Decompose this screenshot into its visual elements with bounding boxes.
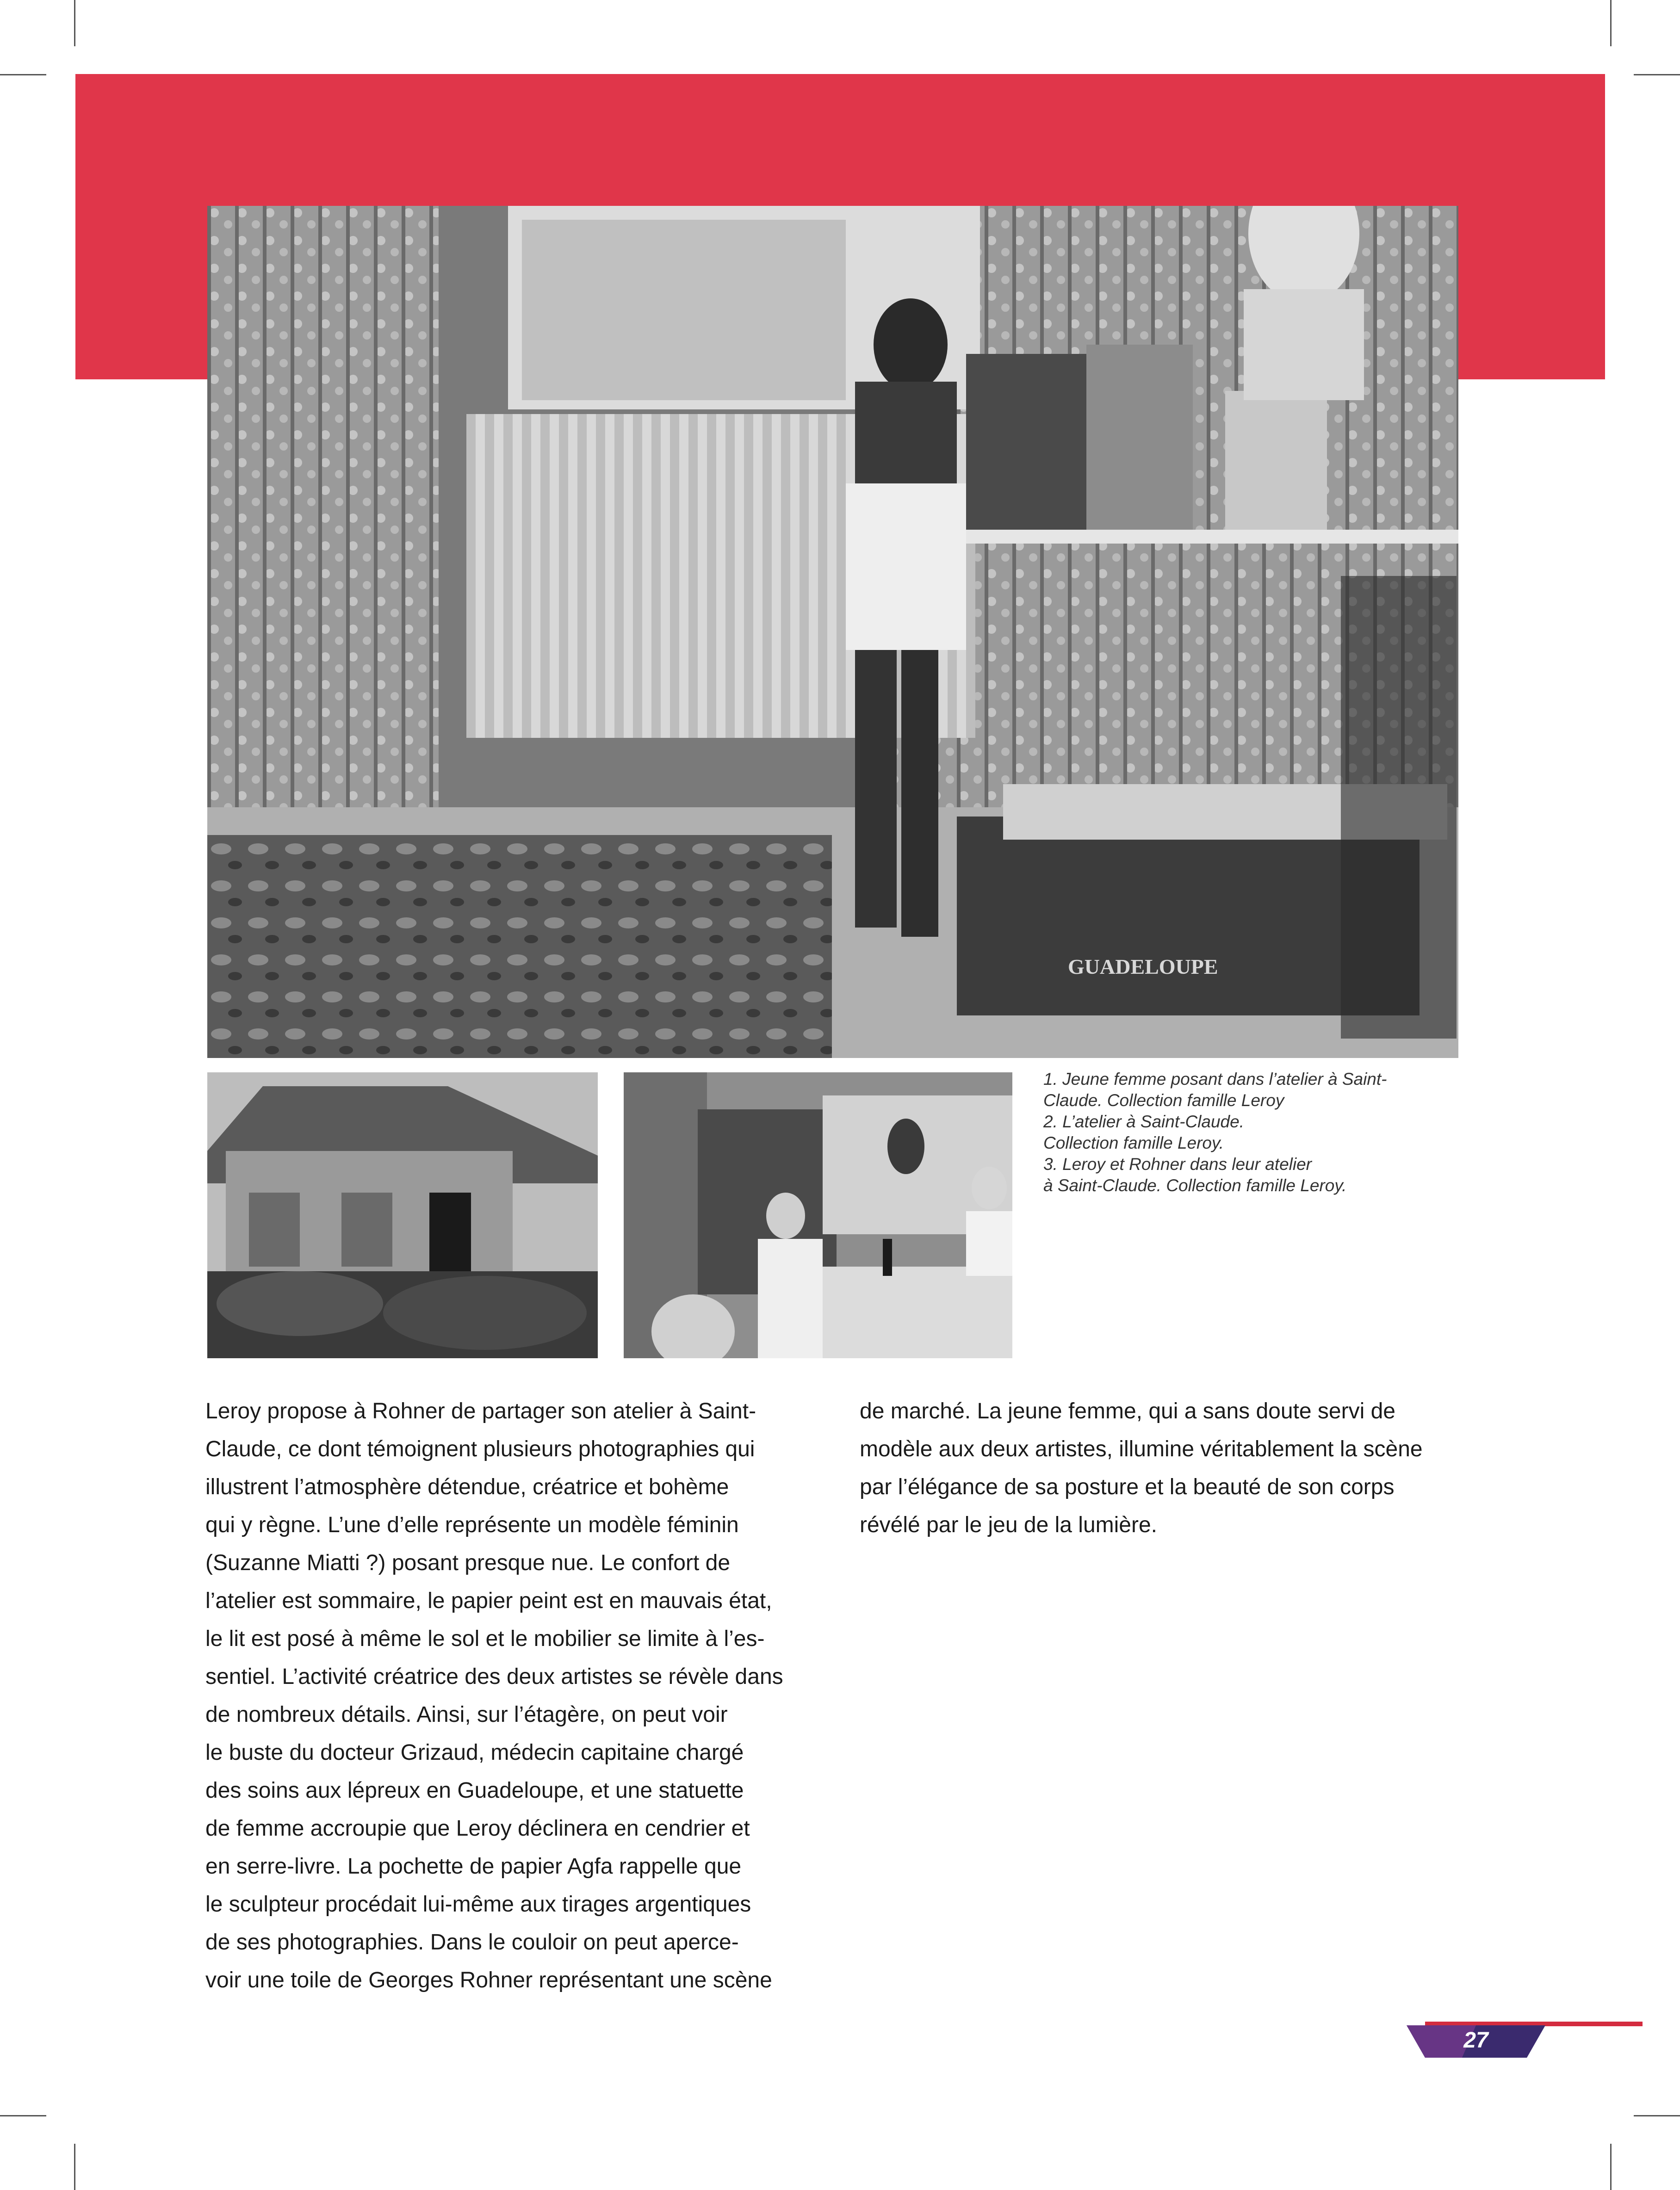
text-line: Claude, ce dont témoignent plusieurs photographies qui — [205, 1437, 755, 1461]
text-line: le sculpteur procédait lui-même aux tirages argentiques — [205, 1892, 751, 1917]
crop-mark — [0, 74, 46, 75]
atelier-photo — [207, 1072, 598, 1358]
crop-mark — [1634, 74, 1680, 75]
text-line: de ses photographies. Dans le couloir on peut aperce- — [205, 1930, 739, 1955]
text-line: de marché. La jeune femme, qui a sans doute servi de — [860, 1399, 1395, 1423]
text-line: le lit est posé à même le sol et le mobilier se limite à l’es- — [205, 1627, 765, 1651]
crop-mark — [1610, 0, 1612, 46]
text-line: qui y règne. L’une d’elle représente un modèle féminin — [205, 1513, 739, 1537]
text-line: de nombreux détails. Ainsi, sur l’étagère, on peut voir — [205, 1702, 728, 1727]
text-line: l’atelier est sommaire, le papier peint est en mauvais état, — [205, 1589, 772, 1613]
crop-mark — [74, 0, 75, 46]
text-line: illustrent l’atmosphère détendue, créatrice et bohème — [205, 1475, 729, 1499]
crop-mark — [1610, 2144, 1612, 2190]
text-line: révélé par le jeu de la lumière. — [860, 1513, 1158, 1537]
text-line: en serre-livre. La pochette de papier Agfa rappelle que — [205, 1854, 742, 1879]
body-column-left — [205, 1392, 818, 1999]
crop-mark — [1634, 2115, 1680, 2116]
text-line: de femme accroupie que Leroy déclinera en cendrier et — [205, 1816, 750, 1841]
body-column-right — [860, 1392, 1473, 1544]
page-number: 27 — [1463, 2028, 1488, 2053]
artists-photo — [624, 1072, 1012, 1358]
text-line: des soins aux lépreux en Guadeloupe, et une statuette — [205, 1778, 744, 1803]
text-line: modèle aux deux artistes, illumine véritablement la scène — [860, 1437, 1423, 1461]
crop-mark — [74, 2144, 75, 2190]
text-line: le buste du docteur Grizaud, médecin capitaine chargé — [205, 1740, 744, 1765]
caption-line: Collection famille Leroy. — [1043, 1133, 1224, 1152]
text-line: par l’élégance de sa posture et la beauté de son corps — [860, 1475, 1395, 1499]
text-line: voir une toile de Georges Rohner représentant une scène — [205, 1968, 772, 1992]
trunk-stamp: GUADELOUPE — [1068, 955, 1218, 978]
text-line: (Suzanne Miatti ?) posant presque nue. Le confort de — [205, 1551, 731, 1575]
main-photo — [207, 206, 1458, 1058]
photo-captions — [1043, 1069, 1423, 1196]
caption-line: à Saint-Claude. Collection famille Leroy. — [1043, 1176, 1347, 1195]
text-line: Leroy propose à Rohner de partager son atelier à Saint- — [205, 1399, 756, 1423]
caption-line: Claude. Collection famille Leroy — [1043, 1091, 1284, 1110]
caption-line: 3. Leroy et Rohner dans leur atelier — [1043, 1155, 1312, 1174]
caption-line: 2. L’atelier à Saint-Claude. — [1043, 1112, 1244, 1131]
text-line: sentiel. L’activité créatrice des deux artistes se révèle dans — [205, 1664, 783, 1689]
caption-line: 1. Jeune femme posant dans l’atelier à Saint- — [1043, 1070, 1387, 1089]
crop-mark — [0, 2115, 46, 2116]
